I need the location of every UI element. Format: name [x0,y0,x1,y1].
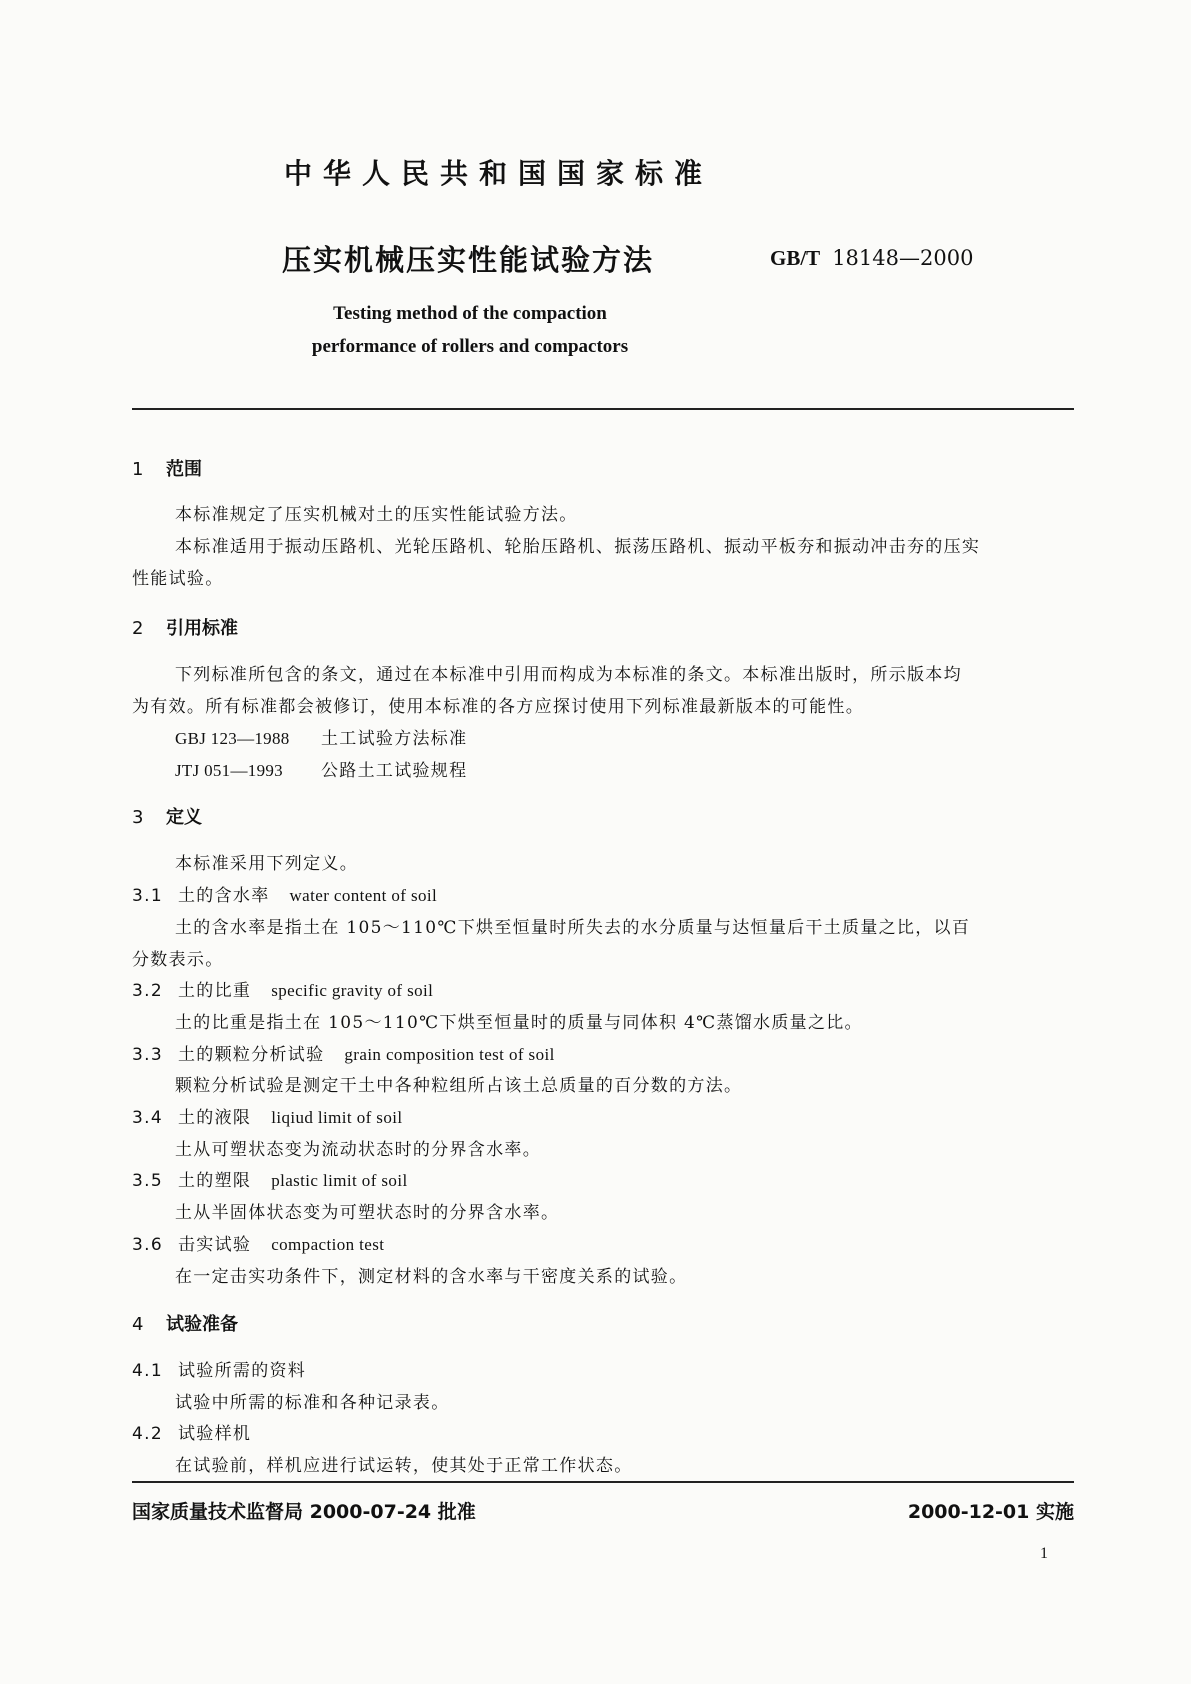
scope-paragraph-2-line2: 性能试验。 [132,569,224,589]
definition-text-line1: 土的含水率是指土在 105～110℃下烘至恒量时所失去的水分质量与达恒量后干土质量之比，以百 [175,918,971,938]
clause-number: 3.6 [132,1235,163,1255]
section-title: 引用标准 [166,618,238,639]
term-cn: 土的塑限 [178,1171,252,1191]
definition-text-line1: 土从可塑状态变为流动状态时的分界含水率。 [175,1140,541,1160]
approval-date: 国家质量技术监督局 2000-07-24 批准 [132,1501,476,1523]
section-3-heading [132,803,202,829]
section-number: 1 [132,459,144,480]
section-title: 范围 [166,459,202,480]
section-number: 2 [132,618,144,639]
section-title: 定义 [166,807,202,828]
definition-text-line2: 分数表示。 [132,950,224,970]
national-standard-heading: 中华人民共和国国家标准 [284,157,714,190]
term-cn: 击实试验 [178,1235,252,1255]
reference-title: 土工试验方法标准 [321,729,468,749]
footer-divider [132,1481,1074,1483]
preparation-item [132,1419,251,1444]
scope-paragraph-2-line1: 本标准适用于振动压路机、光轮压路机、轮胎压路机、振荡压路机、振动平板夯和振动冲击夯的压实 [175,537,981,557]
definition-term [132,976,433,1001]
section-title: 试验准备 [166,1314,238,1335]
term-en: plastic limit of soil [271,1171,408,1190]
definition-text-line1: 土的比重是指土在 105～110℃下烘至恒量时的质量与同体积 4℃蒸馏水质量之比。 [175,1013,863,1033]
standard-title-en-line2: performance of rollers and compactors [311,336,629,357]
reference-title: 公路土工试验规程 [321,761,468,781]
definition-text-line1: 在一定击实功条件下，测定材料的含水率与干密度关系的试验。 [175,1267,688,1287]
code-number: 18148—2000 [832,246,974,270]
term-en: specific gravity of soil [271,981,434,1000]
code-prefix: GB/T [770,246,821,270]
preparation-item [132,1356,306,1381]
item-text: 试验中所需的标准和各种记录表。 [175,1393,450,1413]
term-en: water content of soil [289,886,438,905]
clause-number: 4.1 [132,1361,163,1381]
clause-number: 3.3 [132,1045,163,1065]
section-2-heading [132,614,238,640]
reference-item [175,724,467,749]
standard-title-en-line1: Testing method of the compaction [333,303,607,324]
scope-paragraph-1: 本标准规定了压实机械对土的压实性能试验方法。 [175,505,578,525]
definitions-intro: 本标准采用下列定义。 [175,854,358,874]
section-number: 3 [132,807,144,828]
definition-term [132,1040,555,1065]
term-cn: 土的颗粒分析试验 [178,1045,325,1065]
page-number: 1 [1040,1545,1048,1562]
definition-term [132,1230,384,1255]
definition-term [132,1103,402,1128]
term-cn: 土的含水率 [178,886,270,906]
term-en: liqiud limit of soil [271,1108,403,1127]
definition-term [132,1166,408,1191]
section-1-heading [132,455,202,481]
definition-text-line1: 颗粒分析试验是测定干土中各种粒组所占该土总质量的百分数的方法。 [175,1076,743,1096]
effective-date: 2000-12-01 实施 [907,1501,1074,1523]
section-number: 4 [132,1314,144,1335]
item-title: 试验样机 [178,1424,252,1444]
section-4-heading [132,1310,238,1336]
reference-code: JTJ 051—1993 [175,761,283,780]
clause-number: 4.2 [132,1424,163,1444]
term-en: compaction test [271,1235,385,1254]
standard-code [770,246,973,271]
reference-code: GBJ 123—1988 [175,729,290,748]
term-cn: 土的比重 [178,981,252,1001]
term-en: grain composition test of soil [344,1045,555,1064]
item-text: 在试验前，样机应进行试运转，使其处于正常工作状态。 [175,1456,633,1476]
header-divider [132,408,1074,410]
clause-number: 3.2 [132,981,163,1001]
definition-text-line1: 土从半固体状态变为可塑状态时的分界含水率。 [175,1203,560,1223]
references-paragraph-line1: 下列标准所包含的条文，通过在本标准中引用而构成为本标准的条文。本标准出版时，所示版本均 [175,665,962,685]
clause-number: 3.1 [132,886,163,906]
term-cn: 土的液限 [178,1108,252,1128]
reference-item [175,756,467,781]
clause-number: 3.5 [132,1171,163,1191]
standard-title-cn: 压实机械压实性能试验方法 [282,243,655,277]
definition-term [132,881,437,906]
clause-number: 3.4 [132,1108,163,1128]
item-title: 试验所需的资料 [178,1361,307,1381]
references-paragraph-line2: 为有效。所有标准都会被修订，使用本标准的各方应探讨使用下列标准最新版本的可能性。 [132,697,864,717]
